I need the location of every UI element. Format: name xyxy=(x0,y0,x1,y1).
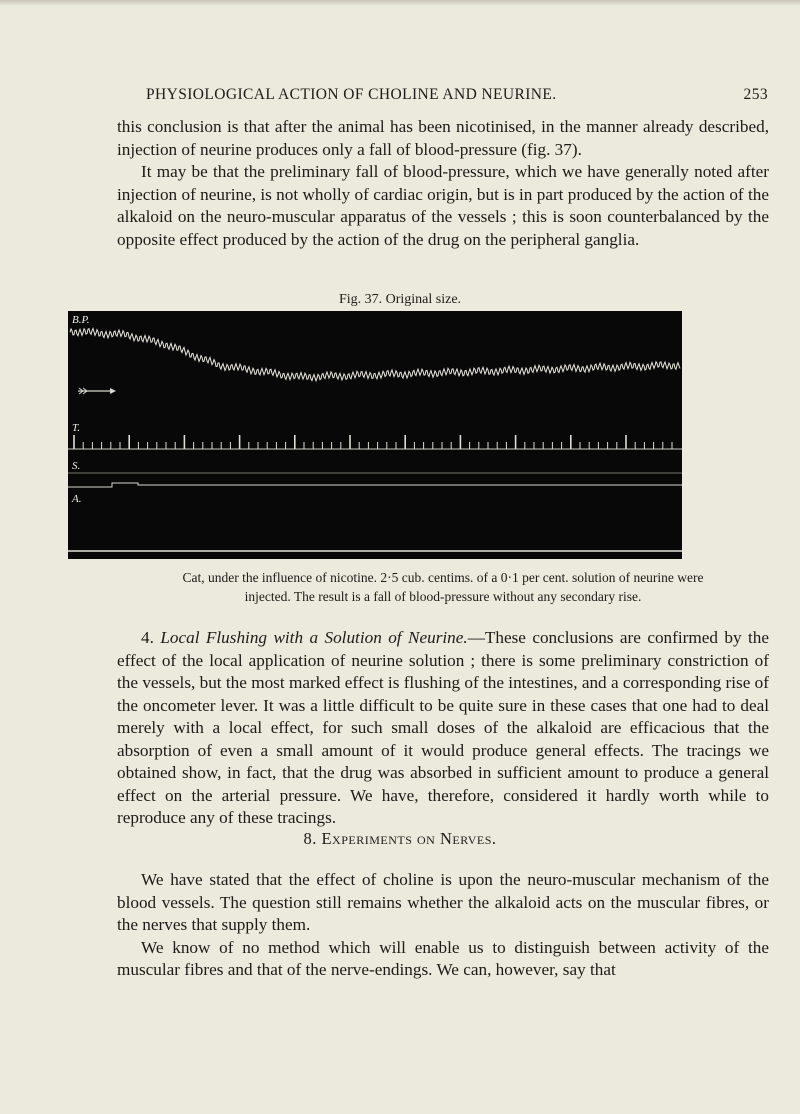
paragraph-text: this conclusion is that after the animal has been nicotinised, in the manner already described, injection of neurine produces only a fall of blood-pressure (fig. 37). xyxy=(117,117,769,159)
label-signal: S. xyxy=(72,460,81,472)
paragraph-body: —These conclusions are confirmed by the effect of the local application of neurine solution ; there is some preliminary constriction of the vessels, but the most marked effect is flushing of the intestines, and a corresponding rise of the oncometer lever. It was a little difficult to be quite sure in these cases that one had to deal merely with a local effect, for such small doses of the alkaloid are efficacious that the absorption of even a small amount of it would produce general effects. The tracings we obtained show, in fact, that the drug was absorbed in sufficient amount to produce a general effect on the arterial pressure. We have, therefore, considered it hardly worth while to reproduce any of these tracings. xyxy=(117,628,769,827)
figure-caption-line: Cat, under the influence of nicotine. 2·5 cub. centims. of a 0·1 per cent. solution of neurine were xyxy=(182,570,704,585)
label-abscissa: A. xyxy=(72,493,82,505)
running-head xyxy=(118,86,768,108)
label-blood-pressure: B.P. xyxy=(72,314,90,326)
figure-caption-line: injected. The result is a fall of blood-pressure without any secondary rise. xyxy=(244,589,642,604)
paragraph-text: We know of no method which will enable us to distinguish between activity of the muscular fibres and that of the nerve-endings. We can, however, say that xyxy=(117,937,769,979)
kymograph-tracing-figure xyxy=(68,311,682,559)
figure-caption xyxy=(117,568,769,606)
paragraph-text: We have stated that the effect of choline is upon the neuro-muscular mechanism of the blood vessels. The question still remains whether the alkaloid acts on the muscular fibres, or the nerves that supply them. xyxy=(117,870,769,934)
subsection-number: 4. xyxy=(141,628,154,647)
paragraph-local-flushing xyxy=(117,627,769,830)
paragraph-nicotinised xyxy=(117,116,769,251)
kymograph-tracing xyxy=(68,311,682,559)
running-head-title: PHYSIOLOGICAL ACTION OF CHOLINE AND NEURINE. xyxy=(146,86,557,103)
paragraph-nerves xyxy=(117,869,769,982)
paragraph-text xyxy=(117,627,769,830)
figure-title: Fig. 37. Original size. xyxy=(338,292,462,307)
subsection-heading: Local Flushing with a Solution of Neurine. xyxy=(160,628,468,647)
label-time: T. xyxy=(72,422,81,434)
section-heading: 8. Experiments on Nerves. xyxy=(303,829,497,848)
page-number: 253 xyxy=(743,86,768,103)
page-top-edge xyxy=(0,0,800,6)
paragraph-text: It may be that the preliminary fall of blood-pressure, which we have generally noted after injection of neurine, is not wholly of cardiac origin, but is in part produced by the action of the alkaloid on the neuro-muscular apparatus of the vessels ; this is soon counterbalanced by the opposite effect produced by the action of the drug on the peripheral ganglia. xyxy=(117,162,769,249)
